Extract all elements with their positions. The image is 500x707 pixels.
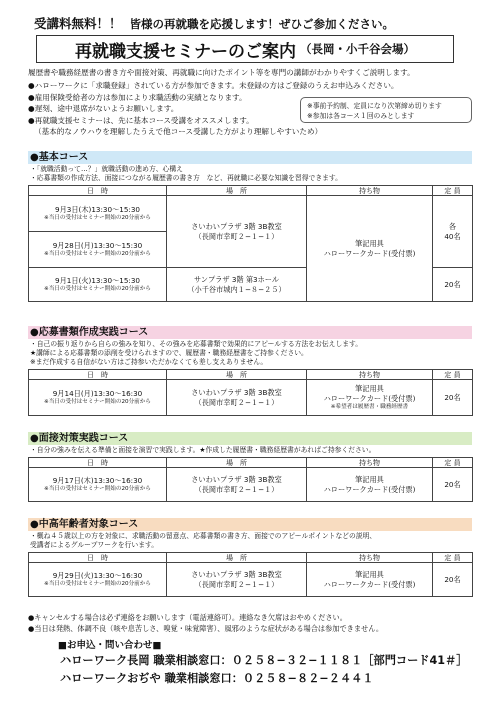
table-header-row (29, 458, 473, 468)
session-items: 筆記用具 ハローワークカード(受付票) (307, 468, 433, 502)
session-place: さいわいプラザ 3階 3B教室 （長岡市幸町２−１−１） (167, 563, 307, 597)
free-label: 受講料無料！！ (34, 16, 122, 31)
desc-line: ※まだ作成する自信がない方はご持参いただかなくても差し支えありません。 (30, 358, 268, 366)
desc-line: ★講師による応募書類の添削を受けられますので、履歴書・職務経歴書をご持参ください。 (30, 349, 308, 357)
header-place: 場 所 (167, 370, 307, 380)
session-items: 筆記用具 ハローワークカード(受付票) (307, 563, 433, 597)
bullet-item: ●ハローワークに「求職登録」されている方が参加できます。未登録の方はご登録のうえお申込みください。 (28, 81, 399, 90)
section-description (28, 165, 472, 183)
basic-course-section (28, 151, 472, 302)
session-place: サンプラザ 3階 第3ホール （小千谷市城内１−８−２５） (167, 268, 307, 302)
header-line (34, 14, 394, 32)
page-title: 再就職支援セミナーのご案内 (75, 41, 296, 62)
bullet-item: ●遅刻、途中退席がないようお願いします。 (28, 104, 179, 113)
note-item: ※参加は各コース１回のみとします (307, 112, 415, 120)
header-date: 日 時 (29, 370, 167, 380)
desc-line: ・自分の強みを伝える準備と面接を演習で実践します。★作成した履歴書・職務経歴書があればご持参ください。 (30, 446, 376, 454)
schedule-table (28, 457, 473, 502)
page-subtitle: （長岡・小千谷会場） (300, 42, 415, 56)
table-row (29, 380, 473, 416)
header-place: 場 所 (167, 186, 307, 196)
session-date: 9月17日(木)13:30～16:30 ※当日の受付はセミナー開始の20分前から (29, 468, 167, 502)
table-header-row (29, 553, 473, 563)
desc-line: ・概ね４５歳以上の方を対象に、求職活動の留意点、応募書類の書き方、面接でのアピールポイントなどの説明、 (30, 532, 377, 540)
header-date: 日 時 (29, 458, 167, 468)
header-capacity: 定 員 (433, 370, 473, 380)
header-capacity: 定 員 (433, 186, 473, 196)
session-date: 9月29日(火)13:30～16:30 ※当日の受付はセミナー開始の20分前から (29, 563, 167, 597)
header-items: 持ち物 (307, 370, 433, 380)
desc-line: ・応募書類の作成方法、面接につながる履歴書の書き方 など、再就職に必要な知識を習得できます。 (30, 174, 342, 182)
header-items: 持ち物 (307, 186, 433, 196)
session-items: 筆記用具 ハローワークカード(受付票) ※希望者は履歴書・職務経歴書 (307, 380, 433, 416)
session-place: さいわいプラザ 3階 3B教室 （長岡市幸町２−１−１） (167, 380, 307, 416)
header-place: 場 所 (167, 553, 307, 563)
table-header-row (29, 370, 473, 380)
header-place: 場 所 (167, 458, 307, 468)
session-capacity: 20名 (433, 268, 473, 302)
footer-notes (28, 613, 383, 634)
table-row (29, 196, 473, 232)
header-capacity: 定 員 (433, 458, 473, 468)
desc-line: ・自己の振り返りから自らの強みを知り、その強みを応募書類で効果的にアピールする方法をお伝えします。 (30, 340, 363, 348)
session-items: 筆記用具 ハローワークカード(受付票) (307, 196, 433, 302)
table-header-row (29, 186, 473, 196)
session-date: 9月1日(火)13:30～15:30 ※当日の受付はセミナー開始の20分前から (29, 268, 167, 302)
schedule-table (28, 552, 473, 597)
header-date: 日 時 (29, 553, 167, 563)
header-items: 持ち物 (307, 458, 433, 468)
session-date: 9月3日(木)13:30～15:30 ※当日の受付はセミナー開始の20分前から (29, 196, 167, 232)
session-capacity: 20名 (433, 563, 473, 597)
session-date: 9月14日(月)13:30～16:30 ※当日の受付はセミナー開始の20分前から (29, 380, 167, 416)
footer-note: ●当日は発熱、体調不良（咳や息苦しさ、嗅覚・味覚障害）、風邪のような症状がある場合は参加できません。 (28, 623, 384, 633)
senior-course-section (28, 518, 472, 597)
bullet-item: （基本的なノウハウを理解したうえで他コース受講した方がより理解しやすいため） (34, 127, 323, 136)
contact-ojiya: ハローワークおぢや 職業相談窓口：０２５８−８２−２４４１ (60, 672, 374, 685)
contact-nagaoka: ハローワーク長岡 職業相談窓口：０２５８−３２−１１８１［部門コード41＃］ (60, 654, 468, 667)
intro-text: 履歴書や職務経歴書の書き方や面接対策、再就職に向けたポイント等を専門の講師がわかりやすくご説明します。 (28, 68, 415, 77)
interview-course-section (28, 432, 472, 502)
note-box (300, 97, 472, 123)
desc-line: ・「就職活動って…？」就職活動の進め方、心構え (30, 165, 183, 173)
section-description (28, 446, 472, 455)
table-row (29, 563, 473, 597)
session-place: さいわいプラザ 3階 3B教室 （長岡市幸町２−１−１） (167, 468, 307, 502)
section-heading: ●応募書類作成実践コース (28, 326, 472, 339)
tagline: 皆様の再就職を応援します！ぜひご参加ください。 (129, 17, 395, 31)
section-description (28, 340, 472, 367)
section-description (28, 532, 472, 550)
title-box (36, 35, 454, 63)
schedule-table (28, 369, 473, 416)
section-heading: ●面接対策実践コース (28, 432, 472, 445)
note-item: ※事前予約制、定員になり次第締め切ります (307, 102, 442, 110)
header-capacity: 定 員 (433, 553, 473, 563)
contact-heading: ■お申込・問い合わせ■ (58, 640, 162, 651)
schedule-table (28, 185, 473, 302)
header-items: 持ち物 (307, 553, 433, 563)
desc-line: 受講者によるグループワークを行います。 (30, 541, 159, 549)
footer-note: ●キャンセルする場合は必ず連絡をお願いします（電話連絡可）。連絡なき欠席はおやめください。 (28, 613, 347, 622)
session-capacity: 各 40名 (433, 196, 473, 268)
bullet-item: ●雇用保険受給者の方は参加により求職活動の実績となります。 (28, 92, 247, 102)
section-heading: ●中高年齢者対象コース (28, 518, 472, 531)
session-date: 9月28日(月)13:30～15:30 ※当日の受付はセミナー開始の20分前から (29, 232, 167, 268)
session-capacity: 20名 (433, 380, 473, 416)
section-heading: ●基本コース (28, 151, 472, 164)
header-date: 日 時 (29, 186, 167, 196)
apply-course-section (28, 326, 472, 416)
bullet-item: ●再就職支援セミナーは、先に基本コース受講をオススメします。 (28, 115, 254, 125)
table-row (29, 468, 473, 502)
session-capacity: 20名 (433, 468, 473, 502)
session-place: さいわいプラザ 3階 3B教室 （長岡市幸町２−１−１） (167, 196, 307, 268)
